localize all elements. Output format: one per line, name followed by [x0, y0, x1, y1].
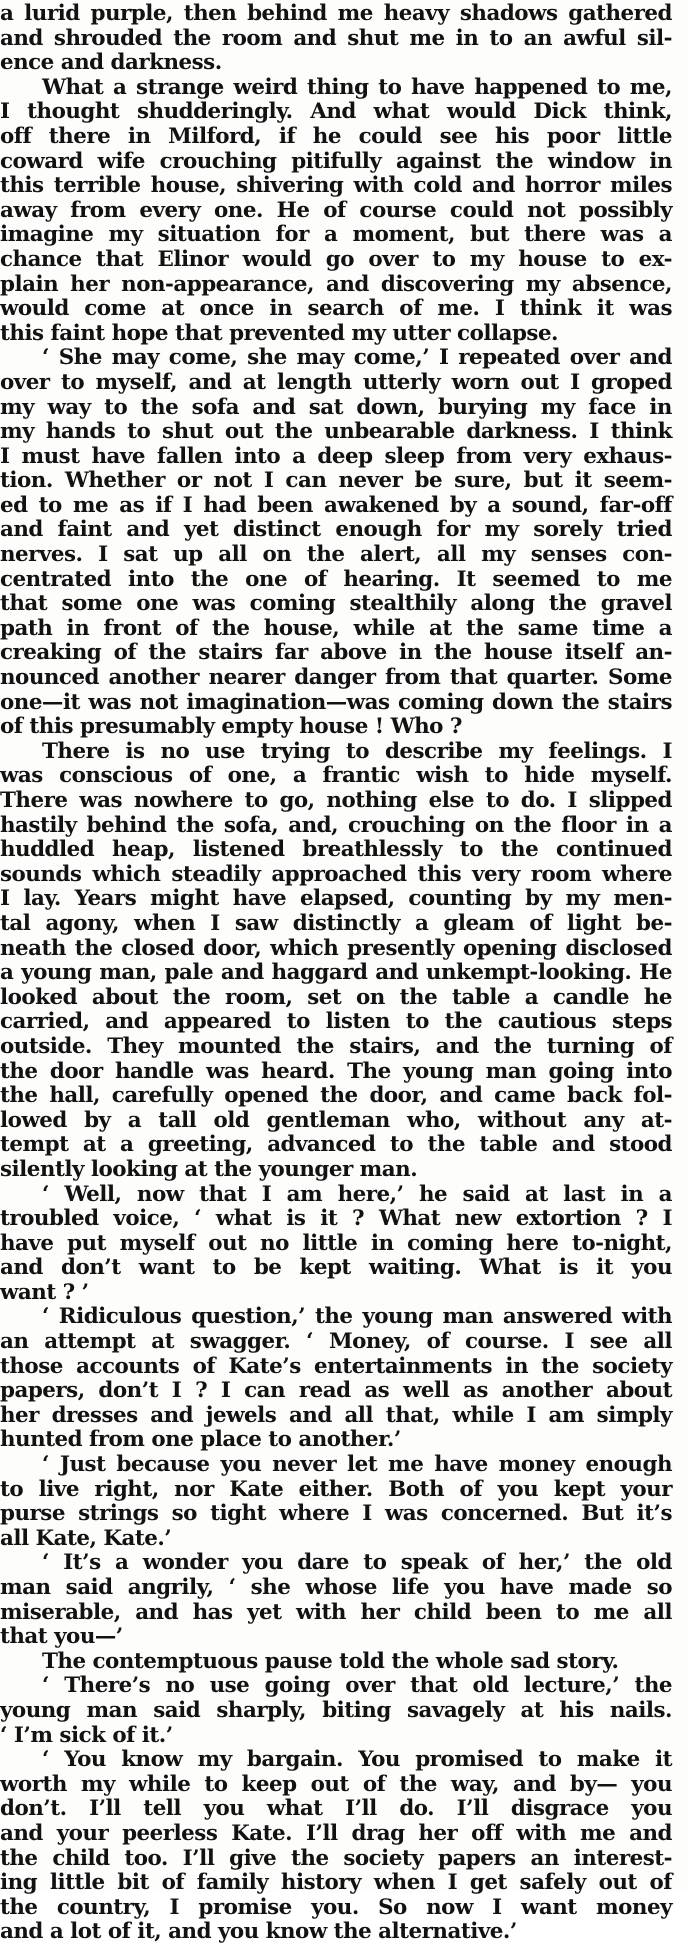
text-line: those accounts of Kate’s entertainments in the society	[0, 1353, 672, 1379]
text-line: an attempt at swagger. ‘ Money, of course. I see all	[0, 1329, 672, 1355]
text-line: away from every one. He of course could not possibly	[0, 197, 672, 223]
article-paragraph	[0, 740, 672, 1183]
text-line: sounds which steadily approached this very room where	[0, 861, 672, 887]
article-paragraph	[0, 2, 672, 76]
text-line: ‘ Ridiculous question,’ the young man answered with	[42, 1304, 672, 1330]
text-line: this terrible house, shivering with cold and horror miles	[0, 173, 672, 199]
text-line: have put myself out no little in coming here to-night,	[0, 1230, 672, 1256]
article-paragraph	[0, 346, 672, 740]
text-line: the child too. I’ll give the society papers an interest-	[0, 1845, 672, 1871]
text-line: ‘ She may come, she may come,’ I repeated over and	[42, 345, 672, 371]
text-line: silently looking at the younger man.	[0, 1156, 418, 1182]
text-line: off there in Milford, if he could see his poor little	[0, 123, 672, 149]
article-paragraph	[0, 1551, 672, 1649]
text-line: and your peerless Kate. I’ll drag her off with me and	[0, 1820, 672, 1846]
text-line: purse strings so tight where I was concerned. But it’s	[0, 1501, 672, 1527]
text-line: nounced another nearer danger from that quarter. Some	[0, 665, 672, 691]
article-paragraph	[0, 1305, 672, 1453]
text-line: What a strange weird thing to have happened to me,	[42, 74, 672, 100]
text-line: the country, I promise you. So now I want money	[0, 1894, 672, 1920]
text-line: all Kate, Kate.’	[0, 1525, 172, 1551]
text-line: a lurid purple, then behind me heavy shadows gathered	[0, 1, 672, 26]
text-line: one—it was not imagination—was coming down the stairs	[0, 689, 672, 715]
text-line: looked about the room, set on the table a candle he	[0, 984, 672, 1010]
text-line: of this presumably empty house ! Who ?	[0, 714, 462, 740]
text-line: ‘ It’s a wonder you dare to speak of her,’ the old	[42, 1550, 672, 1576]
text-line: my way to the sofa and sat down, burying my face in	[0, 394, 672, 420]
article-column	[0, 2, 672, 1945]
text-line: the hall, carefully opened the door, and came back fol-	[0, 1083, 672, 1109]
text-line: creaking of the stairs far above in the house itself an-	[0, 640, 672, 666]
text-line: coward wife crouching pitifully against the window in	[0, 148, 672, 174]
text-line: her dresses and jewels and all that, while I am simply	[0, 1402, 672, 1428]
text-line: that you—’	[0, 1624, 123, 1650]
text-line: and a lot of it, and you know the alternative.’	[0, 1919, 517, 1945]
text-line: huddled heap, listened breathlessly to the continued	[0, 837, 672, 863]
text-line: the door handle was heard. The young man going into	[0, 1058, 672, 1084]
text-line: hunted from one place to another.’	[0, 1427, 401, 1453]
text-line: papers, don’t I ? I can read as well as another about	[0, 1378, 672, 1404]
text-line: was conscious of one, a frantic wish to hide myself.	[0, 763, 672, 789]
text-line: to live right, nor Kate either. Both of you kept your	[0, 1476, 672, 1502]
text-line: this faint hope that prevented my utter collapse.	[0, 320, 558, 346]
text-line: carried, and appeared to listen to the cautious steps	[0, 1009, 672, 1035]
text-line: ed to me as if I had been awakened by a sound, far-off	[0, 492, 672, 518]
text-line: would come at once in search of me. I think it was	[0, 296, 672, 322]
text-line: my hands to shut out the unbearable darkness. I think	[0, 419, 672, 445]
text-line: lowed by a tall old gentleman who, without any at-	[0, 1107, 672, 1133]
text-line: chance that Elinor would go over to my house to ex-	[0, 246, 672, 272]
text-line: imagine my situation for a moment, but there was a	[0, 222, 672, 248]
article-paragraph	[0, 76, 672, 347]
text-line: centrated into the one of hearing. It seemed to me	[0, 566, 672, 592]
text-line: tion. Whether or not I can never be sure, but it seem-	[0, 468, 672, 494]
text-line: miserable, and has yet with her child been to me all	[0, 1599, 672, 1625]
article-paragraph	[0, 1748, 672, 1945]
text-line: There was nowhere to go, nothing else to do. I slipped	[0, 788, 672, 813]
text-line: that some one was coming stealthily along the gravel	[0, 591, 672, 617]
text-line: plain her non-appearance, and discovering my absence,	[0, 271, 672, 297]
text-line: outside. They mounted the stairs, and the turning of	[0, 1033, 672, 1059]
article-paragraph	[0, 1650, 672, 1675]
text-line: troubled voice, ‘ what is it ? What new extortion ? I	[0, 1206, 672, 1232]
text-line: ‘ You know my bargain. You promised to make it	[42, 1747, 672, 1773]
text-line: The contemptuous pause told the whole sad story.	[42, 1648, 619, 1674]
article-paragraph	[0, 1674, 672, 1748]
text-line: don’t. I’ll tell you what I’ll do. I’ll disgrace you	[0, 1796, 672, 1822]
article-paragraph	[0, 1453, 672, 1551]
text-line: hastily behind the sofa, and, crouching on the floor in a	[0, 812, 672, 838]
text-line: young man said sharply, biting savagely at his nails.	[0, 1697, 672, 1723]
text-line: tal agony, when I saw distinctly a gleam of light be-	[0, 910, 672, 936]
text-line: and shrouded the room and shut me in to an awful sil-	[0, 25, 672, 51]
text-line: ence and darkness.	[0, 50, 222, 76]
text-line: nerves. I sat up all on the alert, all my senses con-	[0, 542, 672, 568]
text-line: ‘ There’s no use going over that old lecture,’ the	[42, 1673, 672, 1699]
text-line: There is no use trying to describe my feelings. I	[42, 738, 672, 764]
text-line: ‘ I’m sick of it.’	[0, 1722, 173, 1748]
text-line: I lay. Years might have elapsed, counting by my men-	[0, 886, 672, 912]
text-line: and faint and yet distinct enough for my sorely tried	[0, 517, 672, 543]
text-line: ‘ Just because you never let me have money enough	[42, 1452, 672, 1478]
text-line: ing little bit of family history when I get safely out of	[0, 1870, 672, 1896]
text-line: worth my while to keep out of the way, and by— you	[0, 1771, 672, 1797]
text-line: neath the closed door, which presently opening disclosed	[0, 935, 672, 961]
text-line: and don’t want to be kept waiting. What is it you	[0, 1255, 672, 1281]
text-line: I must have fallen into a deep sleep from very exhaus-	[0, 443, 672, 469]
article-paragraph	[0, 1183, 672, 1306]
text-line: man said angrily, ‘ she whose life you have made so	[0, 1575, 672, 1600]
text-line: want ? ’	[0, 1279, 89, 1305]
text-line: a young man, pale and haggard and unkempt-looking. He	[0, 960, 672, 986]
text-line: over to myself, and at length utterly worn out I groped	[0, 369, 672, 395]
text-line: ‘ Well, now that I am here,’ he said at last in a	[42, 1181, 672, 1207]
text-line: I thought shudderingly. And what would Dick think,	[0, 99, 672, 125]
text-line: path in front of the house, while at the same time a	[0, 615, 672, 641]
text-line: tempt at a greeting, advanced to the table and stood	[0, 1132, 672, 1158]
